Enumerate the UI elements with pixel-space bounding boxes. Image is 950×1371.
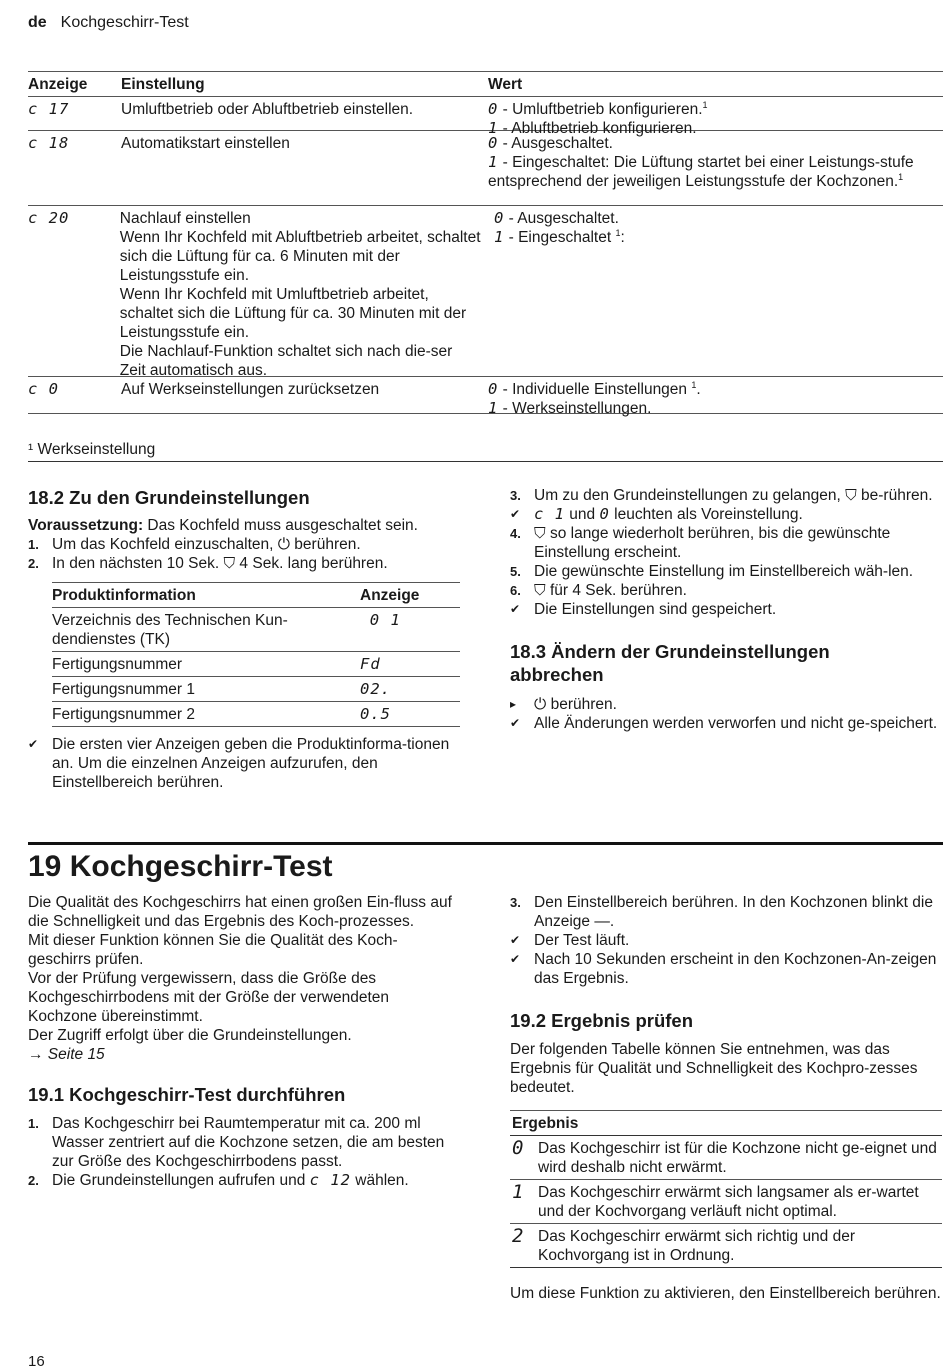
section-18-2-continued — [510, 486, 943, 733]
info-label: Fertigungsnummer 2 — [52, 706, 196, 723]
info-display: 02. — [360, 680, 391, 698]
value-key: 1 — [488, 153, 499, 171]
step-item — [28, 535, 460, 554]
step-text: . — [609, 913, 615, 930]
info-display: 0 1 — [369, 611, 401, 629]
value-text: - Eingeschaltet: Die Lüftung startet bei einer Leistungs-stufe entsprechend der jeweiligen Leistungsstufe der Kochzonen. — [488, 154, 914, 190]
result-table — [510, 1110, 942, 1268]
result-text: leuchten als Voreinstellung. — [609, 506, 803, 523]
page-link[interactable]: → Seite 15 — [28, 1046, 105, 1063]
section-heading: 18.2 Zu den Grundeinstellungen — [28, 487, 310, 508]
check-icon: ✔ — [510, 933, 521, 947]
display-code: c 0 — [28, 380, 59, 398]
chapter-heading: 19 Kochgeschirr-Test — [28, 850, 333, 883]
table-row — [510, 1136, 942, 1180]
table-row — [28, 206, 943, 377]
chapter-19-left — [28, 893, 460, 1190]
language-tag: de — [28, 14, 47, 31]
bullet-icon: ▸ — [510, 697, 517, 711]
check-icon: ✔ — [510, 716, 521, 730]
action-text: berühren. — [546, 696, 617, 713]
chapter-19-right — [510, 893, 943, 1303]
display-code: c 17 — [28, 100, 70, 118]
value-text: - Werkseinstellungen. — [498, 400, 652, 417]
step-item — [510, 524, 943, 562]
step-item — [28, 554, 460, 573]
result-code: 2 — [512, 1225, 525, 1247]
footnote-ref: 1 — [898, 171, 904, 182]
display-code: — — [594, 913, 610, 930]
step-text: berühren. — [290, 536, 361, 553]
result-text: Die Einstellungen sind gespeichert. — [534, 601, 777, 618]
table-row — [510, 1224, 942, 1268]
step-text: In den nächsten 10 Sek. — [52, 555, 224, 572]
result-description: Das Kochgeschirr ist für die Kochzone nicht ge-eignet und wird deshalb nicht erwärmt. — [538, 1140, 937, 1176]
value-suffix: . — [696, 381, 701, 398]
power-icon: ⏻ — [534, 696, 547, 713]
prerequisite-label: Voraussetzung: — [28, 517, 144, 534]
intro-paragraph: Der folgenden Tabelle können Sie entnehmen, was das Ergebnis für Qualität und Schnelligkeit des Kochpro-zesses bedeutet. — [510, 1041, 918, 1096]
step-number: 5. — [510, 564, 521, 579]
display-code: c 12 — [309, 1171, 351, 1189]
table-header-row — [510, 1110, 942, 1136]
check-icon: ✔ — [28, 737, 39, 751]
header-title: Kochgeschirr-Test — [60, 14, 189, 31]
check-icon: ✔ — [510, 602, 521, 616]
table-header-row — [28, 71, 943, 97]
value-text: - Ausgeschaltet. — [504, 210, 619, 227]
step-number: 1. — [28, 537, 39, 552]
page-header — [28, 13, 189, 32]
info-display: 0.5 — [360, 705, 391, 723]
result-item — [510, 950, 943, 988]
table-footnote: ¹ Werkseinstellung — [28, 437, 943, 462]
value-key: 0 — [493, 209, 505, 227]
step-text: Das Kochgeschirr bei Raumtemperatur mit ca. 200 ml Wasser zentriert auf die Kochzone setzen, die am besten zur Größe des Kochgeschirrbodens passt. — [52, 1115, 445, 1170]
step-text: so lange wiederholt berühren, bis die gewünschte Einstellung erscheint. — [534, 525, 891, 561]
step-text: wählen. — [350, 1172, 409, 1189]
table-row — [510, 1180, 942, 1224]
result-item — [510, 600, 943, 619]
result-description: Das Kochgeschirr erwärmt sich richtig und der Kochvorgang ist in Ordnung. — [538, 1228, 856, 1264]
result-text: Nach 10 Sekunden erscheint in den Kochzonen-An-zeigen das Ergebnis. — [534, 951, 937, 987]
step-item — [510, 893, 943, 931]
value-key: 1 — [493, 228, 505, 246]
footnote-ref: 1 — [691, 379, 697, 390]
step-text: Die gewünschte Einstellung im Einstellbereich wäh-len. — [534, 563, 914, 580]
settings-key-icon: ⛉ — [223, 555, 236, 572]
step-number: 6. — [510, 583, 521, 598]
value-key: 0 — [488, 134, 499, 152]
step-text: 4 Sek. lang berühren. — [235, 555, 388, 572]
value-cell — [488, 377, 943, 417]
setting-text: Automatikstart einstellen — [121, 135, 290, 152]
col-header-wert: Wert — [488, 75, 523, 93]
settings-key-icon: ⛉ — [845, 487, 857, 504]
value-text: - Eingeschaltet — [504, 229, 616, 246]
value-cell — [488, 131, 943, 205]
step-text: be-rühren. — [856, 487, 933, 504]
info-label: Fertigungsnummer 1 — [52, 681, 196, 698]
check-icon: ✔ — [510, 952, 521, 966]
step-number: 3. — [510, 488, 521, 503]
prerequisite — [28, 516, 460, 535]
setting-text: Nachlauf einstellen — [119, 210, 251, 227]
col-header: Ergebnis — [512, 1115, 579, 1132]
value-suffix: : — [620, 229, 625, 246]
result-text: Der Test läuft. — [534, 932, 630, 949]
result-item — [28, 735, 460, 792]
check-icon: ✔ — [510, 507, 521, 521]
settings-table — [28, 71, 943, 417]
footnote-ref: 1 — [615, 227, 621, 238]
display-code: 0 — [599, 505, 610, 523]
display-code: c 20 — [28, 209, 70, 227]
value-key: 0 — [488, 100, 499, 118]
step-number: 1. — [28, 1116, 39, 1131]
chapter-19 — [28, 842, 943, 885]
step-number: 3. — [510, 895, 521, 910]
value-key: 0 — [488, 380, 499, 398]
intro-paragraph: Vor der Prüfung vergewissern, dass die Größe des Kochgeschirrbodens mit der Größe der verwendeten Kochzone übereinstimmt. — [28, 970, 389, 1025]
step-item — [28, 1171, 460, 1190]
result-code: 1 — [512, 1181, 525, 1203]
page-number: 16 — [28, 1353, 45, 1370]
setting-text: Auf Werkseinstellungen zurücksetzen — [121, 381, 380, 398]
step-item — [510, 486, 943, 505]
table-header-row — [52, 583, 460, 608]
product-info-table — [52, 582, 460, 727]
intro-paragraph: Die Qualität des Kochgeschirrs hat einen großen Ein-fluss auf die Schnelligkeit und das Ergebnis des Koch-prozesses. — [28, 894, 452, 930]
setting-text-block — [119, 206, 494, 379]
col-header: Anzeige — [360, 587, 420, 604]
prerequisite-text: Das Kochfeld muss ausgeschaltet sein. — [143, 517, 418, 534]
outro-paragraph: Um diese Funktion zu aktivieren, den Einstellbereich berühren. — [510, 1285, 941, 1302]
table-row — [52, 677, 460, 702]
step-item — [510, 581, 943, 600]
setting-text: Die Nachlauf-Funktion schaltet sich nach die-ser Zeit automatisch aus. — [119, 343, 453, 379]
section-18-2 — [28, 486, 460, 792]
result-text: Die ersten vier Anzeigen geben die Produktinforma-tionen an. Um die einzelnen Anzeigen aufzurufen, den Einstellbereich berühren. — [52, 736, 450, 791]
section-heading: 19.2 Ergebnis prüfen — [510, 1010, 693, 1031]
footnote-ref: 1 — [702, 99, 708, 110]
value-text: - Ausgeschaltet. — [498, 135, 613, 152]
col-header-anzeige: Anzeige — [28, 75, 88, 93]
intro-paragraph: Der Zugriff erfolgt über die Grundeinstellungen. — [28, 1027, 352, 1044]
setting-text: Wenn Ihr Kochfeld mit Abluftbetrieb arbeitet, schaltet sich die Lüftung für ca. 6 Minuten mit der Leistungsstufe ein. — [119, 229, 481, 284]
info-label: Fertigungsnummer — [52, 656, 183, 673]
section-heading: 19.1 Kochgeschirr-Test durchführen — [28, 1084, 346, 1105]
step-text: Um zu den Grundeinstellungen zu gelangen, — [534, 487, 846, 504]
result-item — [510, 931, 943, 950]
section-heading: 18.3 Ändern der Grundeinstellungen abbrechen — [510, 641, 830, 685]
col-header: Produktinformation — [52, 587, 196, 604]
power-icon: ⏻ — [277, 536, 290, 553]
step-text: Den Einstellbereich berühren. In den Kochzonen blinkt die Anzeige — [534, 894, 933, 930]
result-text: Alle Änderungen werden verworfen und nicht ge-speichert. — [534, 715, 938, 732]
result-code: 0 — [512, 1137, 525, 1159]
value-cell — [494, 206, 943, 376]
step-text: Um das Kochfeld einzuschalten, — [52, 536, 278, 553]
table-row — [28, 97, 943, 137]
value-key: 1 — [488, 119, 499, 137]
setting-text: Wenn Ihr Kochfeld mit Umluftbetrieb arbeitet, schaltet sich die Lüftung für ca. 30 Minuten mit der Leistungsstufe ein. — [119, 286, 467, 341]
col-header-einstellung: Einstellung — [121, 75, 205, 93]
result-text: und — [565, 506, 600, 523]
setting-text: Umluftbetrieb oder Abluftbetrieb einstellen. — [121, 101, 414, 118]
result-item — [510, 714, 943, 733]
settings-key-icon: ⛉ — [534, 525, 546, 542]
step-number: 4. — [510, 526, 521, 541]
action-item — [510, 695, 943, 714]
step-item — [510, 562, 943, 581]
table-row — [52, 702, 460, 727]
value-text: - Individuelle Einstellungen — [498, 381, 692, 398]
result-item — [510, 505, 943, 524]
table-row — [52, 608, 460, 652]
table-row — [52, 652, 460, 677]
table-row — [28, 377, 943, 417]
info-label: Verzeichnis des Technischen Kun-dendienstes (TK) — [52, 612, 288, 648]
step-number: 2. — [28, 1173, 39, 1188]
display-code: c 18 — [28, 134, 70, 152]
settings-key-icon: ⛉ — [534, 582, 546, 599]
value-key: 1 — [488, 399, 499, 417]
value-text: - Umluftbetrieb konfigurieren. — [498, 101, 703, 118]
display-code: c 1 — [534, 505, 565, 523]
value-text: - Abluftbetrieb konfigurieren. — [498, 120, 697, 137]
step-number: 2. — [28, 556, 39, 571]
step-item — [28, 1114, 460, 1171]
info-display: Fd — [360, 655, 381, 673]
table-row — [28, 131, 943, 206]
intro-paragraph: Mit dieser Funktion können Sie die Qualität des Koch-geschirrs prüfen. — [28, 932, 398, 968]
step-text: Die Grundeinstellungen aufrufen und — [52, 1172, 310, 1189]
value-cell — [488, 97, 943, 137]
result-description: Das Kochgeschirr erwärmt sich langsamer als er-wartet und der Kochvorgang verläuft nicht optimal. — [538, 1184, 919, 1220]
step-text: für 4 Sek. berühren. — [545, 582, 687, 599]
